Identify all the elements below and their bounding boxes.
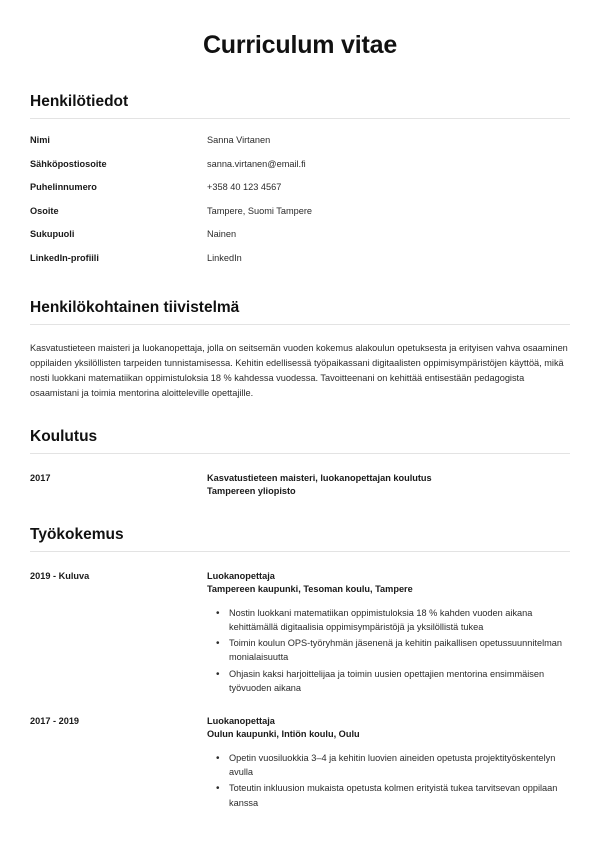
entry-body (207, 472, 570, 499)
entry-period: 2019 - Kuluva (30, 570, 90, 581)
list-item: • Opetin vuosiluokkia 3–4 ja kehitin luovien aineiden opetusta projektityöskentelyn avulla (229, 751, 570, 780)
info-label: Sukupuoli (30, 229, 75, 240)
table-row (30, 135, 570, 159)
table-row (30, 159, 570, 183)
summary-paragraph: Kasvatustieteen maisteri ja luokanopettaja, jolla on seitsemän vuoden kokemus alakoulun opetuksesta ja erityisen vahva osaaminen oppilaiden yksilöllisten tarpeiden tunnistamisessa. Kehitin edellisessä työpaikassani digitaalisten oppimisympäristöjen käyttöä, mikä nosti luokkani matematiikan oppimistuloksia 18 % kahdessa vuodessa. Tavoitteenani on kehittää entisestään pedagogista osaamistani ja toimia mentorina aloitteleville opettajille. (30, 343, 568, 398)
entry-bullet-list (207, 606, 570, 696)
personal-info-table (30, 135, 570, 276)
info-label: Osoite (30, 205, 59, 216)
entry-organization: Oulun kaupunki, Intiön koulu, Oulu (207, 729, 360, 740)
section-education (30, 427, 570, 499)
info-label: Sähköpostiosoite (30, 158, 107, 169)
section-divider (30, 453, 570, 454)
page-title: Curriculum vitae (202, 31, 398, 59)
experience-entry (30, 570, 570, 697)
entry-body (207, 715, 570, 812)
info-value: sanna.virtanen@email.fi (207, 158, 306, 169)
linkedin-profile-value[interactable]: LinkedIn (207, 252, 242, 263)
list-item: • Toimin koulun OPS-työryhmän jäsenenä ja kehitin paikallisen opetussuunnitelman monialaisuutta (229, 636, 570, 665)
education-entry (30, 472, 570, 499)
entry-period: 2017 - 2019 (30, 716, 80, 727)
table-row (30, 206, 570, 230)
section-divider (30, 324, 570, 325)
table-row (30, 229, 570, 253)
info-value: Tampere, Suomi Tampere (207, 205, 313, 216)
section-heading-education: Koulutus (30, 427, 98, 445)
info-label: Nimi (30, 135, 50, 146)
entry-title: Luokanopettaja (207, 716, 275, 727)
entry-body (207, 570, 570, 697)
entry-title: Kasvatustieteen maisteri, luokanopettajan koulutus (207, 473, 432, 484)
info-label: Puhelinnumero (30, 182, 97, 193)
entry-bullet-list (207, 751, 570, 810)
entry-organization: Tampereen yliopisto (207, 486, 296, 497)
section-heading-personal-info: Henkilötiedot (30, 93, 129, 110)
section-heading-work-experience: Työkokemus (30, 525, 124, 543)
info-label: LinkedIn-profiili (30, 252, 99, 263)
entry-period: 2017 (30, 473, 51, 484)
table-row (30, 182, 570, 206)
entry-title: Luokanopettaja (207, 570, 275, 581)
section-divider (30, 551, 570, 552)
list-item: • Toteutin inkluusion mukaista opetusta kolmen erityistä tukea tarvitsevan oppilaan kanssa (229, 781, 570, 810)
experience-entry (30, 715, 570, 812)
info-value: +358 40 123 4567 (207, 182, 282, 193)
list-item: • Nostin luokkani matematiikan oppimistuloksia 18 % kahden vuoden aikana kehittämällä digitaalisia oppimisympäristöjä ja yksilöllistä tukea (229, 606, 570, 635)
info-value: Sanna Virtanen (207, 135, 271, 146)
section-heading-personal-summary: Henkilökohtainen tiivistelmä (30, 299, 240, 317)
section-divider (30, 118, 570, 119)
info-value: Nainen (207, 229, 237, 240)
section-personal-summary (30, 298, 570, 401)
section-personal-info (30, 92, 570, 276)
table-row (30, 253, 570, 277)
section-work-experience (30, 525, 570, 812)
entry-organization: Tampereen kaupunki, Tesoman koulu, Tampere (207, 584, 413, 595)
list-item: • Ohjasin kaksi harjoittelijaa ja toimin uusien opettajien mentorina ensimmäisen työvuoden aikana (229, 667, 570, 696)
personal-info-table-body (30, 135, 570, 276)
